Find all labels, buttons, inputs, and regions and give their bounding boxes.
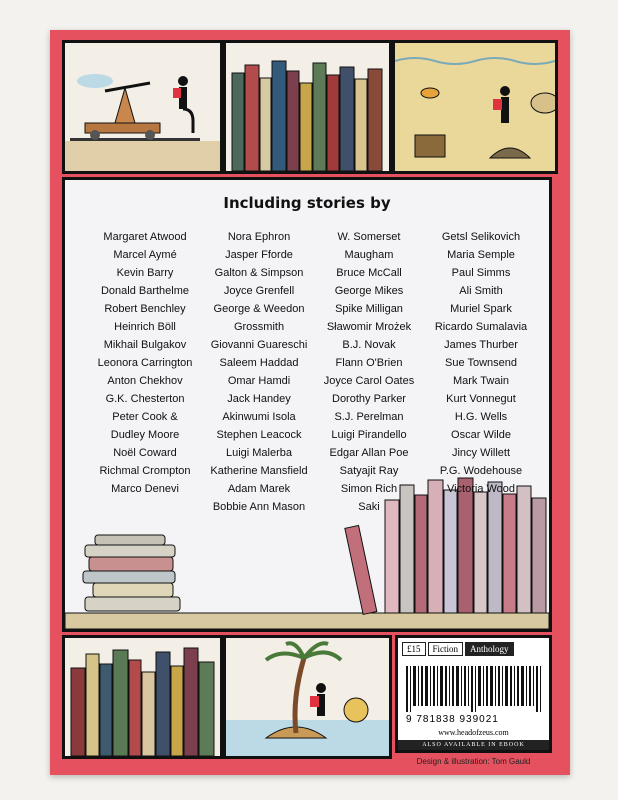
author-name: Mikhail Bulgakov xyxy=(103,339,187,351)
author-name: Stephen Leacock xyxy=(216,429,302,441)
including-stories-heading: Including stories by xyxy=(223,194,391,212)
category-tags xyxy=(402,642,545,656)
author-column-1 xyxy=(85,228,205,498)
book-stack-left xyxy=(83,535,180,611)
author-name: Adam Marek xyxy=(227,483,291,495)
author-name: Sue Townsend xyxy=(445,357,517,369)
books-top-illustration xyxy=(226,43,389,171)
author-name: Jack Handey xyxy=(227,393,291,405)
design-credit: Design & illustration: Tom Gauld xyxy=(416,757,531,766)
author-column-3 xyxy=(309,228,429,516)
author-name: Ali Smith xyxy=(459,285,503,297)
author-name: S.J. Perelman xyxy=(334,411,404,423)
author-name: Omar Hamdi xyxy=(227,375,291,387)
illustration-panel-books-bottom xyxy=(62,635,223,759)
author-name: Nora Ephron xyxy=(227,231,291,243)
author-name: Mark Twain xyxy=(452,375,510,387)
author-name: H.G. Wells xyxy=(454,411,508,423)
author-column-4 xyxy=(421,228,541,498)
author-name: Leonora Carrington xyxy=(97,357,193,369)
author-name: Noël Coward xyxy=(113,447,177,459)
author-name: Dorothy Parker xyxy=(332,393,406,405)
author-name: Getsl Selikovich xyxy=(441,231,521,243)
author-name: Edgar Allan Poe xyxy=(329,447,409,459)
author-name: Bobbie Ann Mason xyxy=(212,501,306,513)
author-name: Muriel Spark xyxy=(450,303,512,315)
isbn-digits: 9 781838 939021 xyxy=(406,714,499,725)
author-name: Grossmith xyxy=(233,321,285,333)
price-tag: £15 xyxy=(402,642,426,656)
illustration-panel-handcar xyxy=(62,40,223,174)
illustration-panel-underwater xyxy=(392,40,558,174)
author-name: Jincy Willett xyxy=(451,447,511,459)
fiction-tag: Fiction xyxy=(428,642,464,656)
author-name: Kevin Barry xyxy=(116,267,174,279)
author-name: Jasper Fforde xyxy=(225,249,293,261)
author-name: Dudley Moore xyxy=(110,429,180,441)
author-name: Robert Benchley xyxy=(104,303,186,315)
author-name: Saki xyxy=(358,501,380,513)
author-name: Bruce McCall xyxy=(336,267,402,279)
author-name: Donald Barthelme xyxy=(100,285,190,297)
author-name: Richmal Crompton xyxy=(99,465,191,477)
author-name: B.J. Novak xyxy=(342,339,396,351)
author-name: Giovanni Guareschi xyxy=(210,339,308,351)
illustration-panel-books-top xyxy=(223,40,392,174)
author-name: W. Somerset xyxy=(337,231,401,243)
barcode-bars xyxy=(406,666,546,712)
author-name: Luigi Malerba xyxy=(225,447,293,459)
author-name: Akinwumi Isola xyxy=(222,411,296,423)
author-list-panel xyxy=(62,177,552,632)
author-name: Sławomir Mrożek xyxy=(326,321,412,333)
author-name: Flann O'Brien xyxy=(335,357,403,369)
author-name: Margaret Atwood xyxy=(103,231,187,243)
illustration-panel-island xyxy=(223,635,392,759)
author-name: Satyajit Ray xyxy=(339,465,399,477)
author-name: Paul Simms xyxy=(451,267,511,279)
underwater-reader-illustration xyxy=(395,43,555,171)
author-name: Katherine Mansfield xyxy=(210,465,308,477)
author-name: Joyce Carol Oates xyxy=(323,375,415,387)
author-name: Anton Chekhov xyxy=(107,375,183,387)
anthology-tag: Anthology xyxy=(465,642,514,656)
author-name: Heinrich Böll xyxy=(114,321,176,333)
author-name: Victoria Wood xyxy=(446,483,516,495)
ebook-notice: ALSO AVAILABLE IN EBOOK xyxy=(398,740,549,750)
author-name: P.G. Wodehouse xyxy=(439,465,523,477)
author-name: Marcel Aymé xyxy=(113,249,177,261)
handcar-reader-illustration xyxy=(65,43,220,171)
author-name: Peter Cook & xyxy=(112,411,178,423)
author-name: Maugham xyxy=(344,249,394,261)
author-name: Oscar Wilde xyxy=(451,429,511,441)
barcode-box xyxy=(395,635,552,753)
book-back-cover xyxy=(50,30,570,775)
author-column-2 xyxy=(199,228,319,516)
author-name: Saleem Haddad xyxy=(219,357,299,369)
publisher-url: www.headofzeus.com xyxy=(438,728,509,737)
books-bottom-illustration xyxy=(65,638,220,756)
author-name: George & Weedon xyxy=(213,303,305,315)
author-name: Luigi Pirandello xyxy=(331,429,407,441)
author-name: George Mikes xyxy=(334,285,404,297)
author-name: Simon Rich xyxy=(340,483,398,495)
author-name: Kurt Vonnegut xyxy=(446,393,516,405)
author-name: G.K. Chesterton xyxy=(105,393,185,405)
author-name: Galton & Simpson xyxy=(214,267,304,279)
island-reader-illustration xyxy=(226,638,389,756)
author-name: Spike Milligan xyxy=(335,303,403,315)
author-name: James Thurber xyxy=(444,339,518,351)
author-name: Joyce Grenfell xyxy=(223,285,295,297)
author-name: Maria Semple xyxy=(447,249,515,261)
author-name: Ricardo Sumalavia xyxy=(434,321,528,333)
author-name: Marco Denevi xyxy=(111,483,179,495)
